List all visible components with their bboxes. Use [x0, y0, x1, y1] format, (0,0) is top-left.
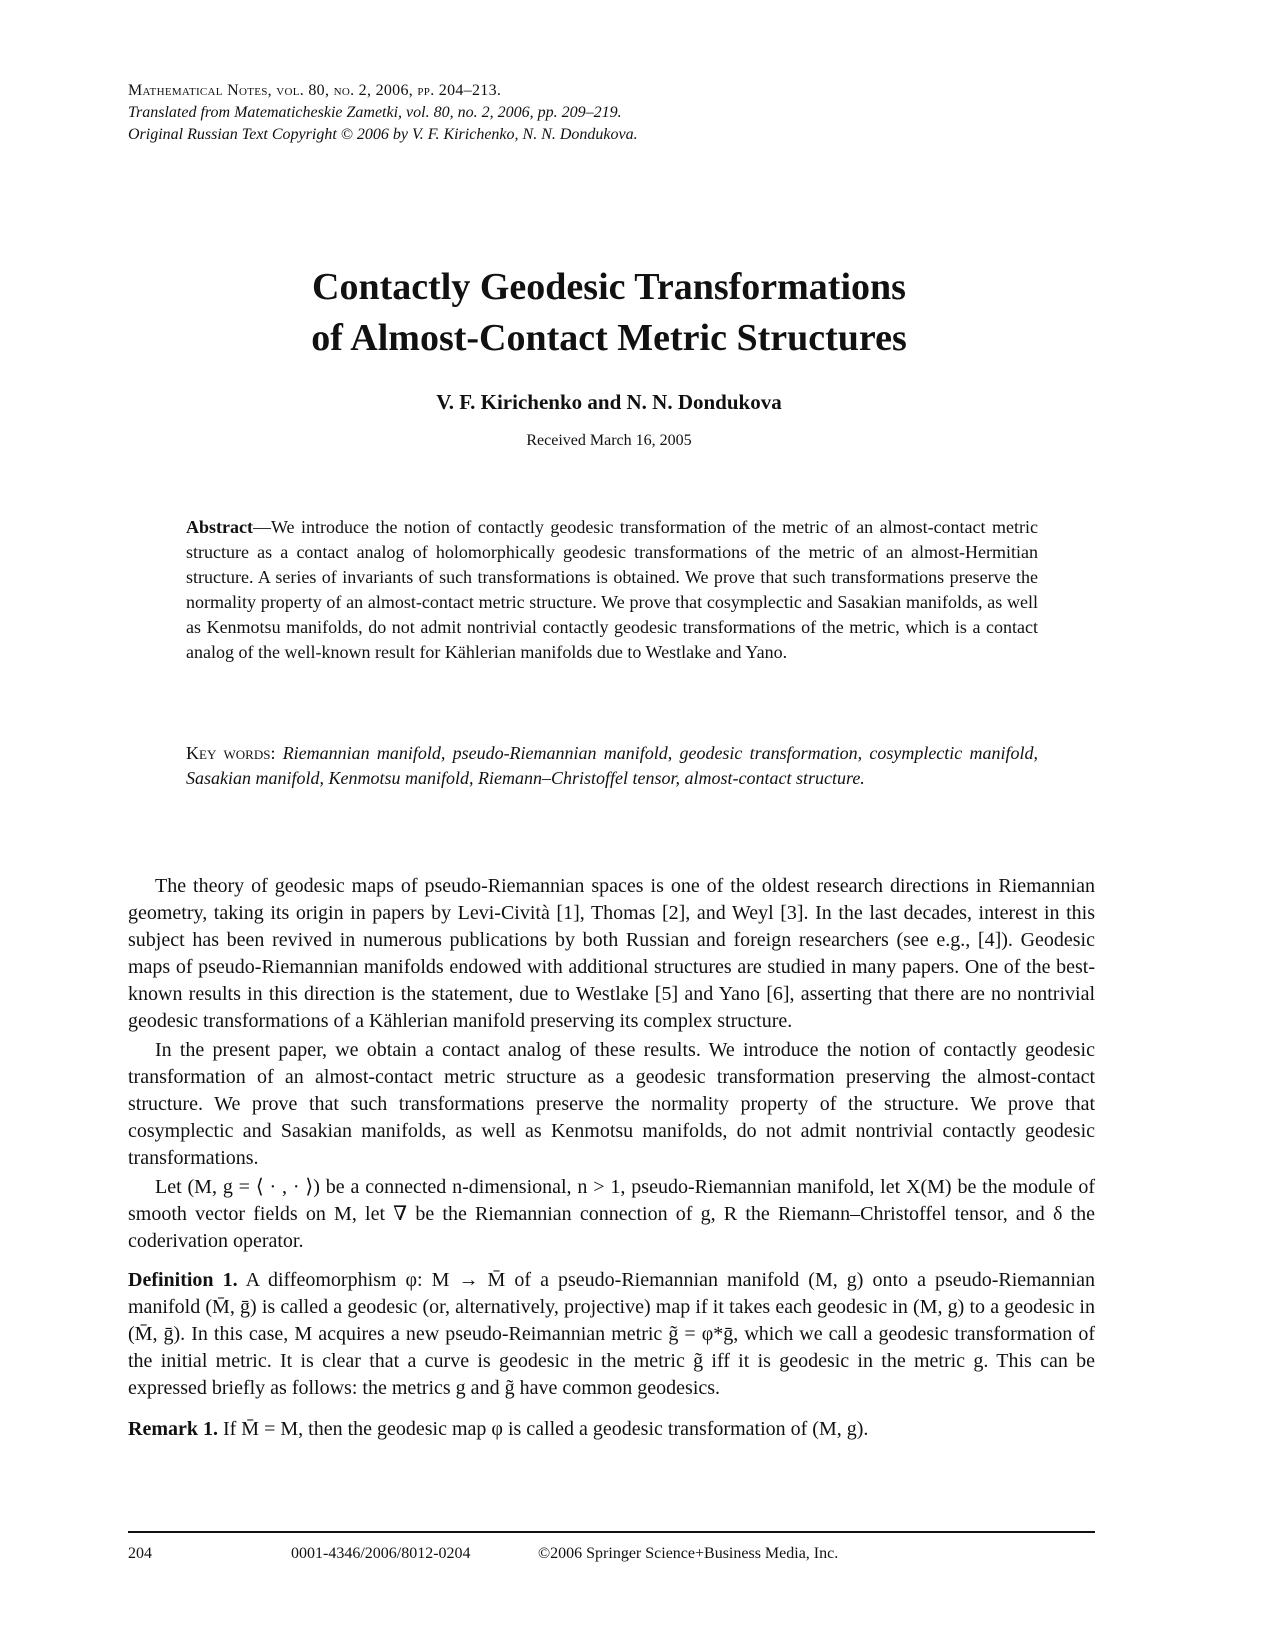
journal-header: [128, 80, 638, 146]
paper-title: [0, 262, 1218, 364]
footer-rule: [128, 1531, 1095, 1533]
keywords-label: Key words:: [186, 743, 276, 763]
remark-label: Remark 1.: [128, 1418, 218, 1440]
authors: V. F. Kirichenko and N. N. Dondukova: [436, 390, 782, 414]
definition-text: A diffeomorphism φ: M → M̄ of a pseudo-Riemannian manifold (M, g) onto a pseudo-Riemannian manifold (M̄, ḡ) is called a geodesic (or, alternatively, projective) map if it takes each geodesic in (M, g) to a geodesic in (M̄, ḡ). In this case, M acquires a new pseudo-Reimannian metric g̃ = φ*ḡ, which we call a geodesic transformation of the initial metric. It is clear that a curve is geodesic in the metric g̃ iff it is geodesic in the metric g. This can be expressed briefly as follows: the metrics g and g̃ have common geodesics.: [128, 1269, 1095, 1399]
abstract: [186, 515, 1038, 665]
received-date: Received March 16, 2005: [526, 432, 692, 449]
paragraph-3: Let (M, g = ⟨ · , · ⟩) be a connected n-dimensional, n > 1, pseudo-Riemannian manifold, let X(M) be the module of smooth vector fields on M, let ∇ be the Riemannian connection of g, R the Riemann–Christoffel tensor, and δ the coderivation operator.: [128, 1176, 1095, 1252]
publisher-copyright: ©2006 Springer Science+Business Media, Inc.: [538, 1545, 839, 1562]
paragraph-2: In the present paper, we obtain a contact analog of these results. We introduce the notion of contactly geodesic transformation of an almost-contact metric structure as a geodesic transformation preserving the almost-contact structure. We prove that such transformations preserve the normality property of the structure. We prove that cosymplectic and Sasakian manifolds, as well as Kenmotsu manifolds, do not admit nontrivial contactly geodesic transformations.: [128, 1039, 1095, 1169]
remark-text: If M̄ = M, then the geodesic map φ is called a geodesic transformation of (M, g).: [222, 1418, 869, 1440]
keywords-list: Riemannian manifold, pseudo-Riemannian manifold, geodesic transformation, cosymplectic manifold, Sasakian manifold, Kenmotsu manifold, Riemann–Christoffel tensor, almost-contact structure.: [186, 743, 1038, 788]
title-line-1: Contactly Geodesic Transformations: [312, 266, 906, 308]
keywords: [186, 741, 1038, 791]
page-number: 204: [128, 1545, 152, 1562]
body-text: [128, 873, 1095, 1445]
definition-1: [128, 1267, 1095, 1402]
abstract-label: Abstract: [186, 517, 253, 537]
abstract-text: —We introduce the notion of contactly geodesic transformation of the metric of an almost-contact metric structure as a contact analog of holomorphically geodesic transformations of the metric of an almost-Hermitian structure. A series of invariants of such transformations is obtained. We prove that such transformations preserve the normality property of an almost-contact metric structure. We prove that cosymplectic and Sasakian manifolds, as well as Kenmotsu manifolds, do not admit nontrivial contactly geodesic transformations of the metric, which is a contact analog of the well-known result for Kählerian manifolds due to Westlake and Yano.: [186, 517, 1038, 662]
definition-label: Definition 1.: [128, 1269, 238, 1291]
translation-note: Translated from Matematicheskie Zametki, vol. 80, no. 2, 2006, pp. 209–219.: [128, 104, 622, 121]
issn-code: 0001-4346/2006/8012-0204: [291, 1545, 471, 1562]
copyright-note: Original Russian Text Copyright © 2006 by V. F. Kirichenko, N. N. Dondukova.: [128, 126, 638, 143]
paragraph-1: The theory of geodesic maps of pseudo-Riemannian spaces is one of the oldest research directions in Riemannian geometry, taking its origin in papers by Levi-Cività [1], Thomas [2], and Weyl [3]. In the last decades, interest in this subject has been revived in numerous publications by both Russian and foreign researchers (see e.g., [4]). Geodesic maps of pseudo-Riemannian manifolds endowed with additional structures are studied in many papers. One of the best-known results in this direction is the statement, due to Westlake [5] and Yano [6], asserting that there are no nontrivial geodesic transformations of a Kählerian manifold preserving its complex structure.: [128, 875, 1095, 1032]
remark-1: [128, 1416, 1095, 1443]
journal-citation: Mathematical Notes, vol. 80, no. 2, 2006, pp. 204–213.: [128, 82, 502, 99]
title-line-2: of Almost-Contact Metric Structures: [311, 317, 907, 359]
